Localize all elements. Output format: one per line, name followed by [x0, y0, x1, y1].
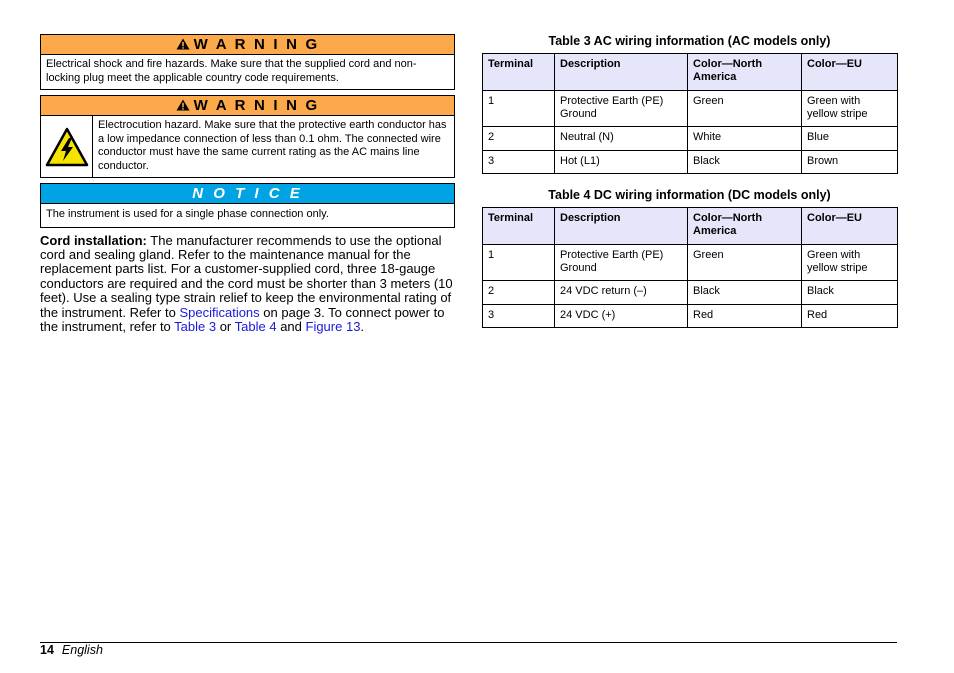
table-cell: Green: [688, 245, 802, 281]
warning-box-1: [40, 34, 455, 90]
table-cell: 24 VDC return (–): [555, 281, 688, 305]
column-header: Terminal: [483, 54, 555, 91]
cord-installation-paragraph: Cord installation: The manufacturer recommends to use the optional cord and sealing gland. Refer to the maintenance manual for the replacement parts list. For a customer-supplied cord, three 18-gauge conductors are required and the cord must be shorter than 3 meters (10 feet). Use a sealing type strain relief to keep the environmental rating of the instrument. Refer to Specifications on page 3. To connect power to the instrument, refer to Table 3 or Table 4 and Figure 13.: [40, 232, 453, 334]
table-header-row: [483, 54, 898, 91]
column-header: Color—EU: [802, 54, 898, 91]
column-header: Color—EU: [802, 208, 898, 245]
right-column: [482, 34, 897, 328]
column-header: Description: [555, 208, 688, 245]
warning-header-label: W A R N I N G: [193, 36, 320, 53]
table-cell: Brown: [802, 150, 898, 174]
column-header: Color—North America: [688, 54, 802, 91]
table-row: [483, 245, 898, 281]
table-cell: 2: [483, 127, 555, 151]
table-cell: 2: [483, 281, 555, 305]
warning-triangle-icon: [176, 99, 190, 111]
page-footer: [40, 643, 103, 657]
column-header: Color—North America: [688, 208, 802, 245]
specifications-link[interactable]: Specifications: [179, 304, 260, 320]
table-cell: Black: [688, 281, 802, 305]
notice-header: N O T I C E: [41, 184, 454, 204]
table-row: [483, 150, 898, 174]
table-cell: Hot (L1): [555, 150, 688, 174]
electrical-hazard-icon: [45, 127, 89, 167]
footer-language: English: [61, 643, 103, 657]
table-header-row: [483, 208, 898, 245]
column-header: Terminal: [483, 208, 555, 245]
table-row: [483, 304, 898, 328]
warning-triangle-icon: [176, 38, 190, 50]
figure-13-link[interactable]: Figure 13: [305, 318, 361, 334]
table-cell: Red: [802, 304, 898, 328]
table-cell: Green with yellow stripe: [802, 245, 898, 281]
table-3-link[interactable]: Table 3: [174, 318, 217, 334]
warning-header: [41, 96, 454, 116]
table-cell: Black: [688, 150, 802, 174]
footer-divider: [40, 642, 897, 643]
table-cell: Black: [802, 281, 898, 305]
table-row: [483, 127, 898, 151]
table-4-link[interactable]: Table 4: [234, 318, 277, 334]
cord-installation-label: Cord installation:: [40, 232, 147, 248]
table-cell: Protective Earth (PE) Ground: [555, 245, 688, 281]
dc-wiring-table: [482, 207, 898, 328]
warning-box-2: [40, 95, 455, 178]
warning-text: Electrical shock and fire hazards. Make sure that the supplied cord and non-locking plug meet the applicable country code requirements.: [46, 58, 417, 84]
notice-box: [40, 183, 455, 228]
table-cell: 1: [483, 91, 555, 127]
ac-wiring-table: [482, 53, 898, 174]
table-cell: 1: [483, 245, 555, 281]
table-row: [483, 91, 898, 127]
table-3-caption: Table 3 AC wiring information (AC models only): [548, 34, 831, 48]
table-cell: 3: [483, 150, 555, 174]
warning-header-label: W A R N I N G: [193, 97, 320, 114]
table-cell: 24 VDC (+): [555, 304, 688, 328]
table-4-caption: Table 4 DC wiring information (DC models only): [548, 188, 831, 202]
table-cell: Blue: [802, 127, 898, 151]
warning-header: [41, 35, 454, 55]
table-cell: Green: [688, 91, 802, 127]
page-number: 14: [40, 643, 54, 657]
warning-text: Electrocution hazard. Make sure that the protective earth conductor has a low impedance connection of less than 0.1 ohm. The connected wire conductor must have the same current rating as the AC mains line conductor.: [98, 119, 447, 172]
table-cell: Red: [688, 304, 802, 328]
notice-text: The instrument is used for a single phase connection only.: [46, 208, 329, 220]
table-cell: 3: [483, 304, 555, 328]
table-cell: White: [688, 127, 802, 151]
left-column: [40, 34, 455, 334]
table-cell: Neutral (N): [555, 127, 688, 151]
hazard-icon-cell: [41, 116, 93, 177]
column-header: Description: [555, 54, 688, 91]
table-row: [483, 281, 898, 305]
table-cell: Green with yellow stripe: [802, 91, 898, 127]
table-cell: Protective Earth (PE) Ground: [555, 91, 688, 127]
